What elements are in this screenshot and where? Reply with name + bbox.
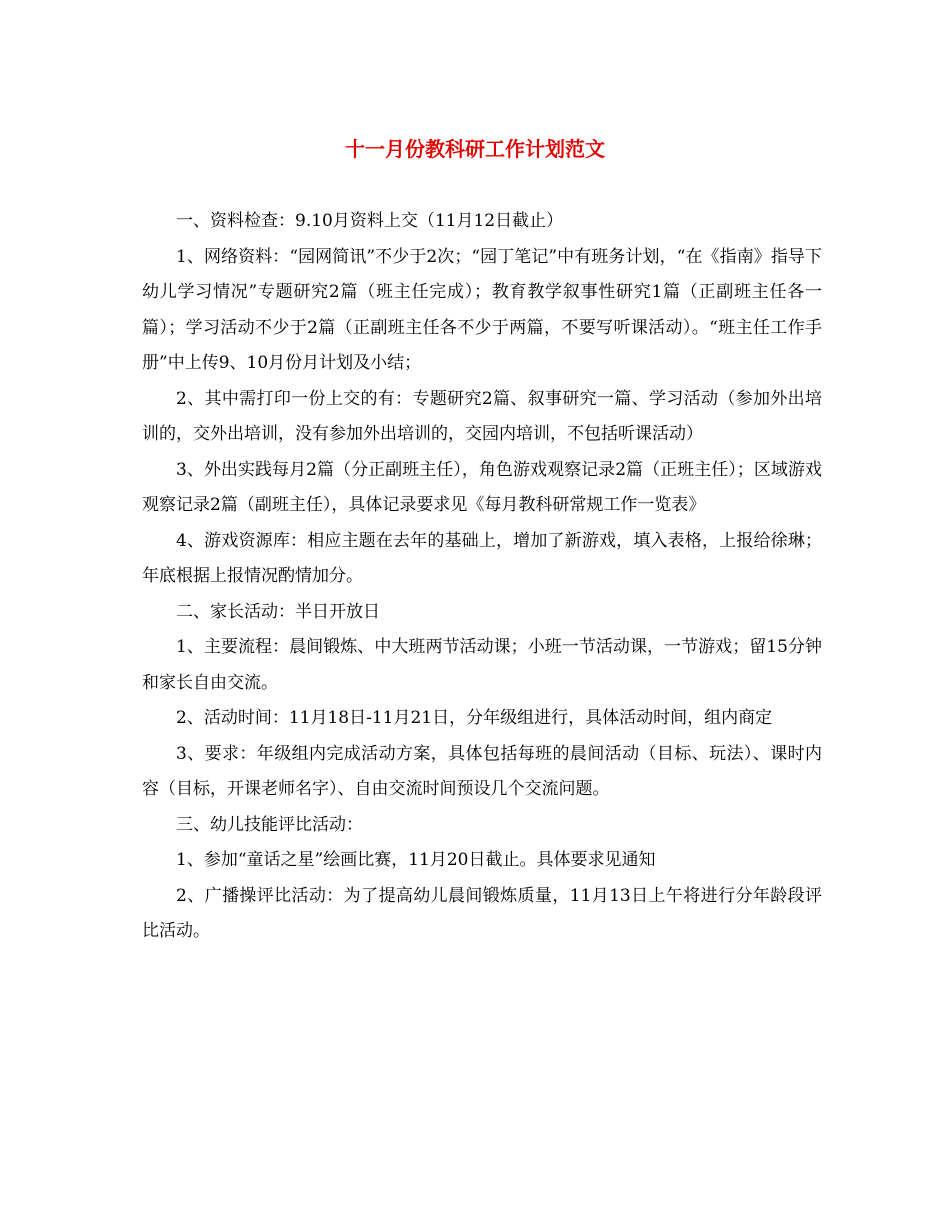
paragraph: 3、外出实践每月2篇（分正副班主任），角色游戏观察记录2篇（正班主任）；区域游戏观察记录2篇（副班主任），具体记录要求见《每月教科研常规工作一览表》 <box>142 459 822 515</box>
paragraph: 2、其中需打印一份上交的有：专题研究2篇、叙事研究一篇、学习活动（参加外出培训的，交外出培训，没有参加外出培训的，交园内培训，不包括听课活动） <box>142 388 822 444</box>
paragraph: 3、要求：年级组内完成活动方案，具体包括每班的晨间活动（目标、玩法）、课时内容（目标，开课老师名字）、自由交流时间预设几个交流问题。 <box>142 743 822 799</box>
paragraph: 4、游戏资源库：相应主题在去年的基础上，增加了新游戏，填入表格，上报给徐琳；年底根据上报情况酌情加分。 <box>142 530 822 586</box>
paragraph: 1、网络资料：“园网简讯”不少于2次；“园丁笔记”中有班务计划，“在《指南》指导下幼儿学习情况”专题研究2篇（班主任完成）；教育教学叙事性研究1篇（正副班主任各一篇）；学习活动不少于2篇（正副班主任各不少于两篇，不要写听课活动）。“班主任工作手册”中上传9、10月份月计划及小结； <box>142 246 822 373</box>
paragraph: 2、活动时间：11月18日-11月21日，分年级组进行，具体活动时间，组内商定 <box>176 708 773 728</box>
document-title: 十一月份教科研工作计划范文 <box>345 137 605 161</box>
paragraph: 1、参加“童话之星”绘画比赛，11月20日截止。具体要求见通知 <box>176 850 656 870</box>
paragraph: 1、主要流程：晨间锻炼、中大班两节活动课；小班一节活动课，一节游戏；留15分钟和家长自由交流。 <box>142 637 822 693</box>
document-body <box>142 204 822 950</box>
paragraph: 一、资料检查：9.10月资料上交（11月12日截止） <box>176 211 564 231</box>
paragraph: 2、广播操评比活动：为了提高幼儿晨间锻炼质量，11月13日上午将进行分年龄段评比活动。 <box>142 885 822 941</box>
paragraph: 三、幼儿技能评比活动： <box>176 814 363 835</box>
paragraph: 二、家长活动：半日开放日 <box>176 601 380 622</box>
